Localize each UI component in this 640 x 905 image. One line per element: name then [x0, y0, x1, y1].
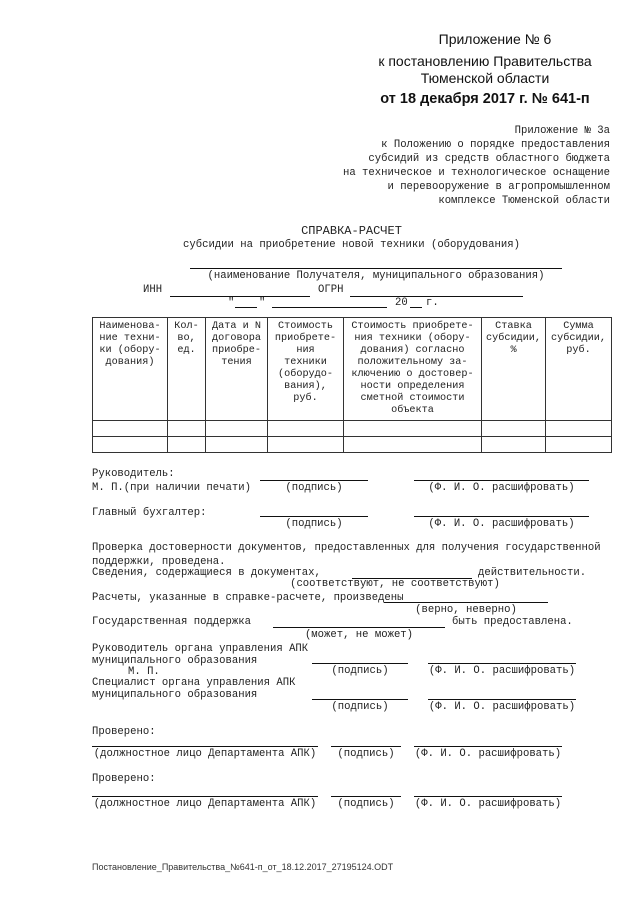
col-header-name: Наименова- ние техни- ки (обору- дования)	[93, 318, 168, 421]
date-quote-close: "	[259, 297, 266, 309]
table-cell[interactable]	[206, 421, 268, 437]
fio-caption: (Ф. И. О. расшифровать)	[428, 518, 575, 530]
sub-annex-line: комплексе Тюменской области	[438, 195, 610, 207]
col-header-qty: Кол- во, ед.	[168, 318, 206, 421]
fio-caption: (Ф. И. О. расшифровать)	[428, 665, 576, 677]
check-signature-line[interactable]	[331, 746, 401, 747]
signature-caption: (подпись)	[285, 482, 343, 494]
form-title: СПРАВКА-РАСЧЕТ	[301, 224, 402, 238]
apk-spec-line-1: Специалист органа управления АПК	[92, 677, 296, 689]
calc-caption: (верно, неверно)	[415, 604, 517, 616]
stamp-label: М. П.(при наличии печати)	[92, 482, 251, 494]
table-cell[interactable]	[482, 421, 546, 437]
year-prefix: 20	[395, 297, 408, 309]
year-suffix: г.	[426, 297, 439, 309]
official-line[interactable]	[92, 796, 318, 797]
table-cell[interactable]	[546, 437, 612, 453]
mp-label: М. П.	[128, 666, 160, 678]
signature-caption: (подпись)	[331, 701, 389, 713]
verification-line-1: Проверка достоверности документов, предоставленных для получения государственной	[92, 542, 601, 554]
col-header-amount: Сумма субсидии, руб.	[546, 318, 612, 421]
signature-caption: (подпись)	[337, 798, 395, 810]
fio-caption: (Ф. И. О. расшифровать)	[428, 701, 576, 713]
table-cell[interactable]	[482, 437, 546, 453]
date-day-field[interactable]	[235, 307, 257, 308]
table-cell[interactable]	[206, 437, 268, 453]
apk-head-line-2: муниципального образования	[92, 655, 258, 667]
recipient-caption: (наименование Получателя, муниципального образования)	[207, 270, 545, 282]
info-prefix: Сведения, содержащиеся в документах,	[92, 567, 321, 579]
apk-head-fio-line[interactable]	[428, 663, 576, 664]
table-cell[interactable]	[168, 437, 206, 453]
head-fio-line[interactable]	[414, 480, 589, 481]
table-cell[interactable]	[93, 437, 168, 453]
checked-label: Проверено:	[92, 726, 156, 738]
sub-annex-line: на техническое и технологическое оснащение	[342, 167, 610, 179]
check-fio-line[interactable]	[414, 796, 562, 797]
apk-spec-signature-line[interactable]	[312, 699, 408, 700]
support-field[interactable]	[273, 627, 445, 628]
support-suffix: быть предоставлена.	[452, 616, 573, 628]
table-cell[interactable]	[93, 421, 168, 437]
checked-label: Проверено:	[92, 773, 156, 785]
inn-label: ИНН	[143, 284, 163, 296]
table-row	[93, 421, 612, 437]
apk-head-signature-line[interactable]	[312, 663, 408, 664]
form-subtitle: субсидии на приобретение новой техники (оборудования)	[183, 239, 520, 251]
head-signature-line[interactable]	[260, 480, 368, 481]
col-header-cost-estimate: Стоимость приобрете- ния техники (обору- дования) согласно положительному за- ключению о достовер- ности определения сметной стоимости объекта	[344, 318, 482, 421]
region: Тюменской области	[420, 70, 550, 86]
calc-prefix: Расчеты, указанные в справке-расчете, произведены	[92, 592, 404, 604]
col-header-rate: Ставка субсидии, %	[482, 318, 546, 421]
annex-number: Приложение № 6	[438, 31, 552, 47]
accountant-label: Главный бухгалтер:	[92, 507, 207, 519]
signature-caption: (подпись)	[285, 518, 343, 530]
apk-head-line-1: Руководитель органа управления АПК	[92, 643, 309, 655]
calc-table	[92, 317, 612, 453]
calc-field[interactable]	[384, 602, 548, 603]
table-cell[interactable]	[268, 437, 344, 453]
date-quote-open: "	[228, 297, 235, 309]
table-cell[interactable]	[344, 421, 482, 437]
table-cell[interactable]	[344, 437, 482, 453]
sub-annex-line: и перевооружение в агропромышленном	[387, 181, 610, 193]
decree: от 18 декабря 2017 г. № 641-п	[380, 91, 590, 107]
official-caption: (должностное лицо Департамента АПК)	[93, 798, 317, 810]
footer-filename: Постановление_Правительства_№641-п_от_18.12.2017_27195124.ODT	[92, 862, 394, 872]
col-header-contract: Дата и N договора приобре- тения	[206, 318, 268, 421]
table-row	[93, 437, 612, 453]
official-caption: (должностное лицо Департамента АПК)	[93, 748, 317, 760]
support-caption: (может, не может)	[304, 629, 414, 641]
sub-annex-line: субсидий из средств областного бюджета	[368, 153, 610, 165]
annex-to: к постановлению Правительства	[378, 53, 592, 69]
table-header-row	[93, 318, 612, 421]
inn-field[interactable]	[170, 296, 310, 297]
fio-caption: (Ф. И. О. расшифровать)	[414, 798, 562, 810]
fio-caption: (Ф. И. О. расшифровать)	[428, 482, 575, 494]
recipient-line[interactable]	[190, 268, 562, 269]
accountant-fio-line[interactable]	[414, 516, 589, 517]
col-header-cost: Стоимость приобрете- ния техники (оборудо- вания), руб.	[268, 318, 344, 421]
info-suffix: действительности.	[478, 567, 587, 579]
date-month-field[interactable]	[272, 307, 387, 308]
apk-spec-fio-line[interactable]	[428, 699, 576, 700]
accountant-signature-line[interactable]	[260, 516, 368, 517]
official-line[interactable]	[92, 746, 318, 747]
info-caption: (соответствуют, не соответствуют)	[290, 578, 500, 590]
fio-caption: (Ф. И. О. расшифровать)	[414, 748, 562, 760]
sub-annex-line: Приложение № 3а	[514, 125, 610, 137]
ogrn-label: ОГРН	[318, 284, 344, 296]
apk-spec-line-2: муниципального образования	[92, 689, 258, 701]
table-cell[interactable]	[168, 421, 206, 437]
signature-caption: (подпись)	[337, 748, 395, 760]
sub-annex-line: к Положению о порядке предоставления	[381, 139, 610, 151]
check-signature-line[interactable]	[331, 796, 401, 797]
table-cell[interactable]	[546, 421, 612, 437]
signature-caption: (подпись)	[331, 665, 389, 677]
table-cell[interactable]	[268, 421, 344, 437]
verification-line-2: поддержки, проведена.	[92, 556, 226, 568]
support-prefix: Государственная поддержка	[92, 616, 251, 628]
check-fio-line[interactable]	[414, 746, 562, 747]
head-label: Руководитель:	[92, 468, 175, 480]
date-year-field[interactable]	[410, 307, 422, 308]
